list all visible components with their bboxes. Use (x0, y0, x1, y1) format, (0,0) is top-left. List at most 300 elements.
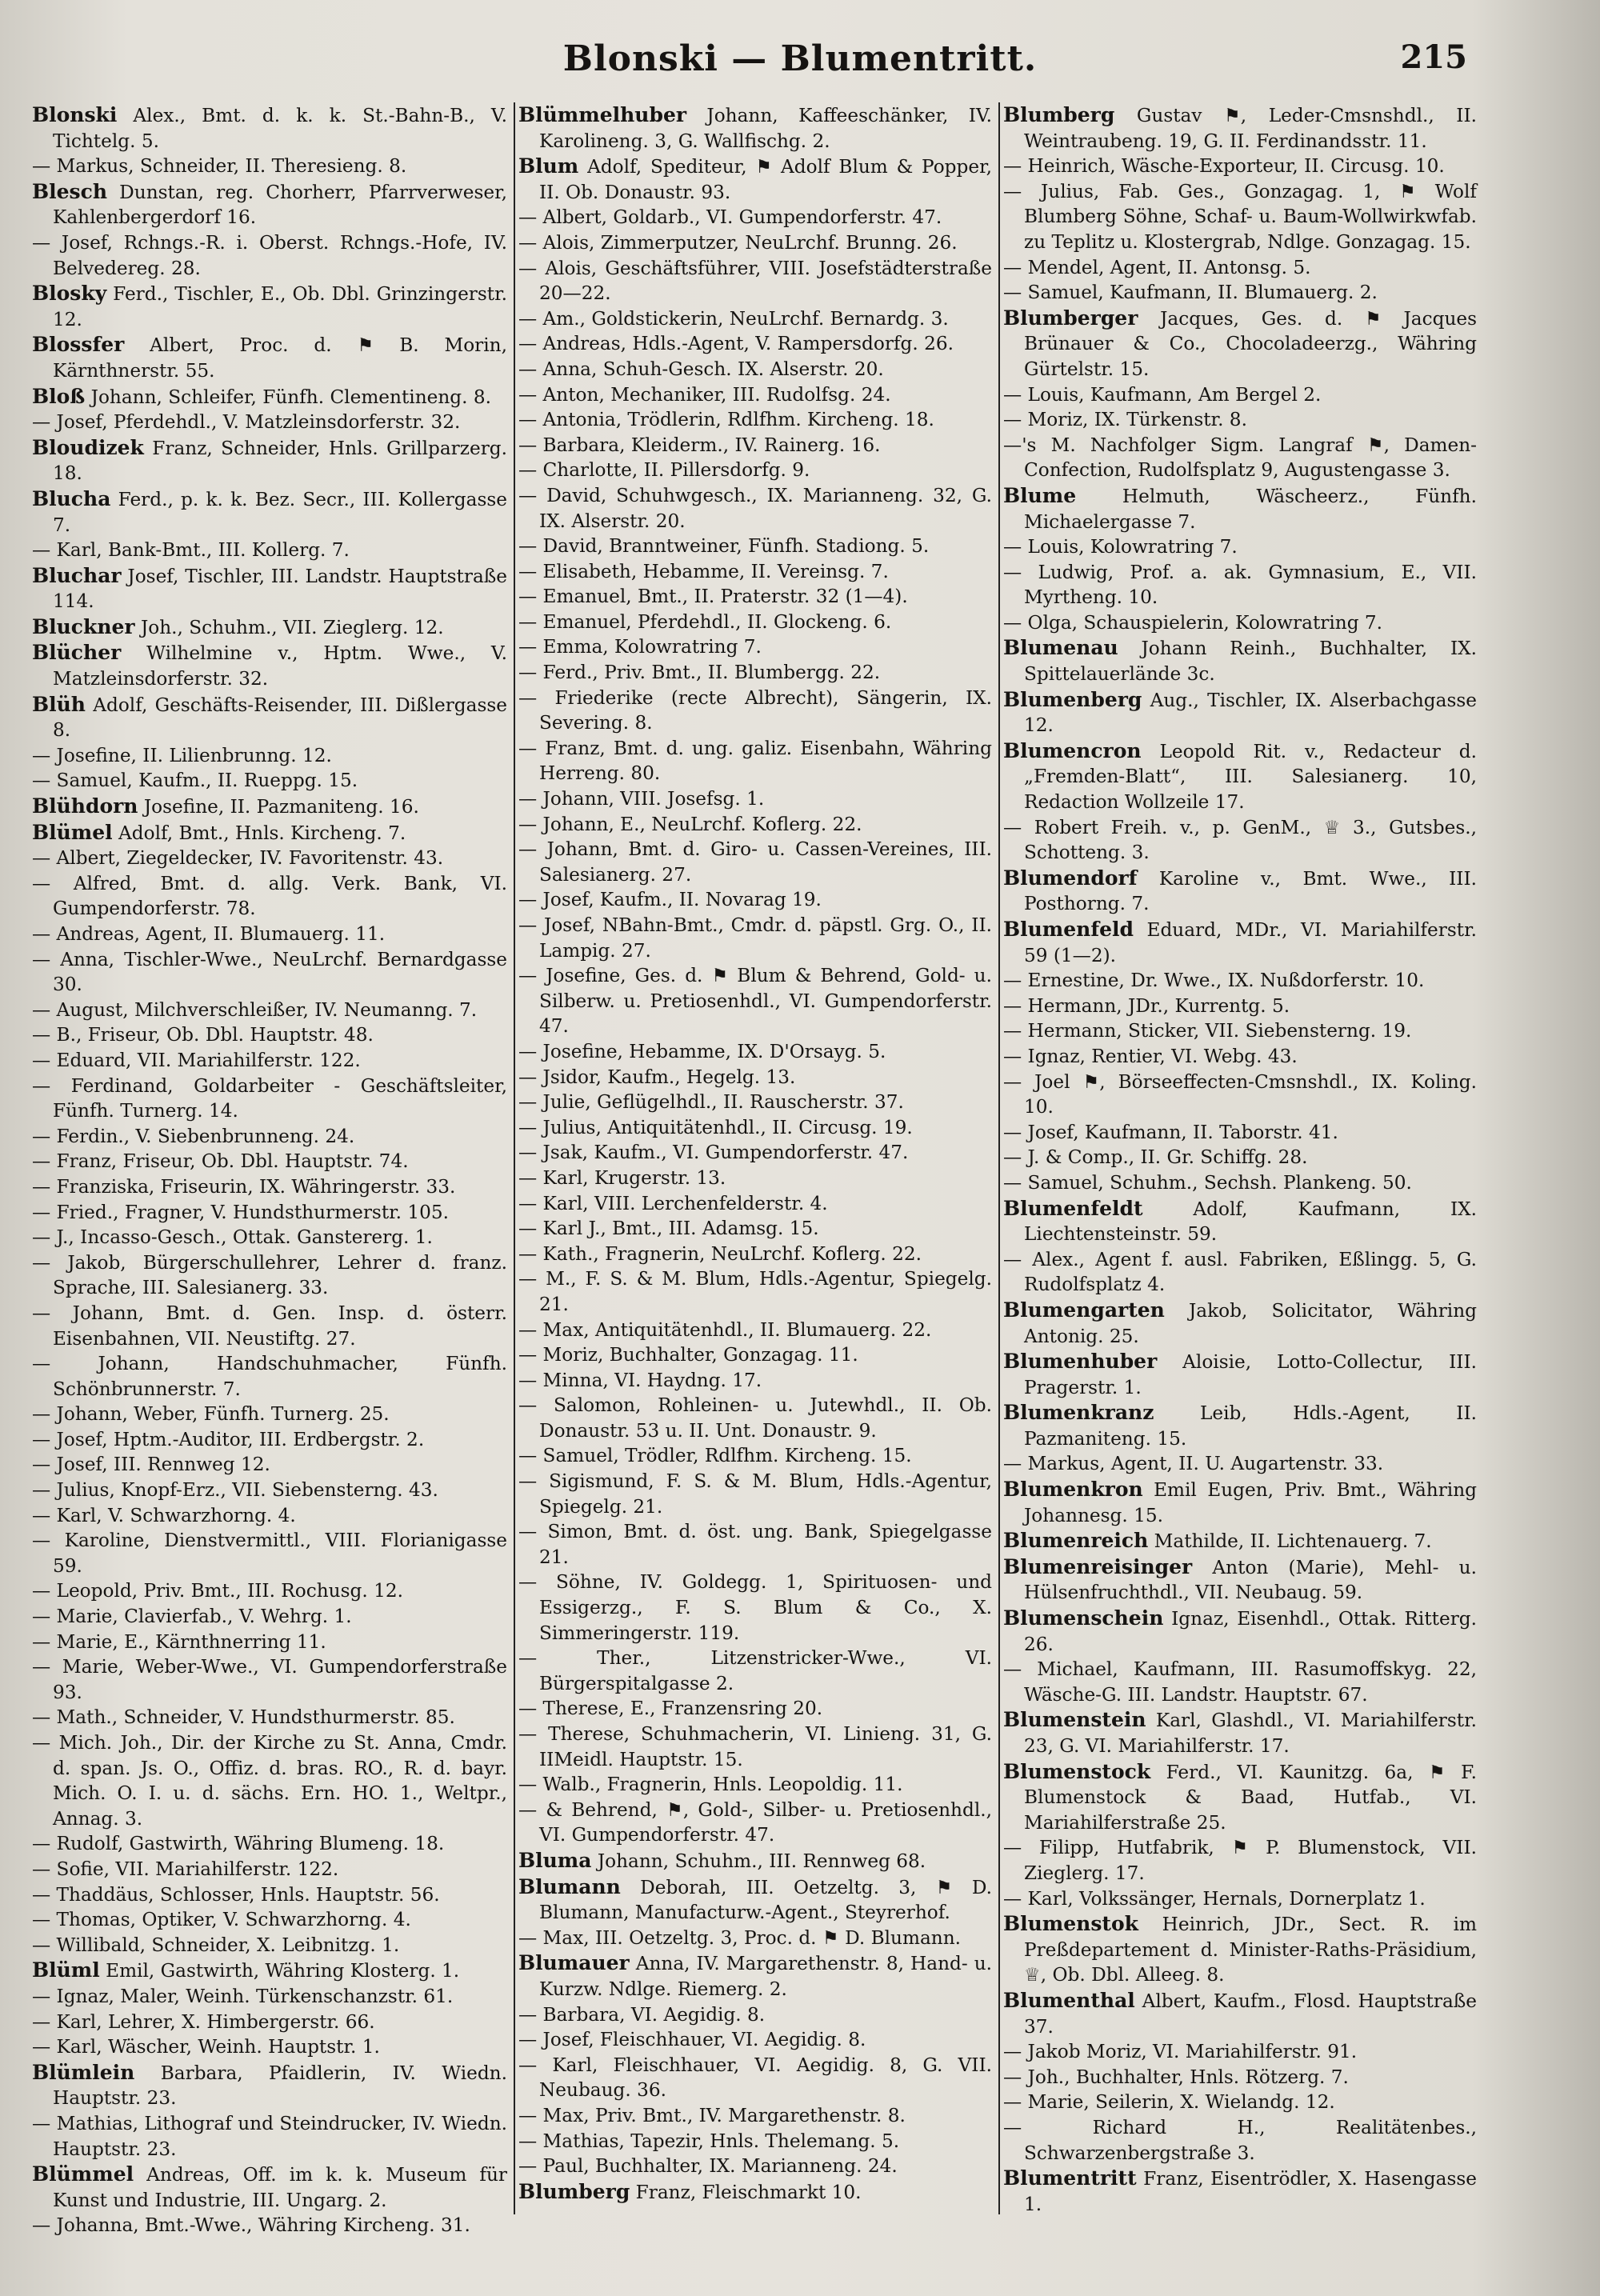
entry-text: — Jsak, Kaufm., VI. Gumpendorferstr. 47. (518, 1142, 909, 1164)
directory-entry (32, 1882, 507, 1908)
directory-entry (1003, 1528, 1477, 1554)
directory-entry (32, 1048, 507, 1074)
entry-text: — Marie, Seilerin, X. Wielandg. 12. (1003, 2091, 1335, 2114)
directory-entry (518, 2129, 992, 2154)
entry-text: Josef, Tischler, III. Landstr. Hauptstraße 114. (53, 565, 507, 613)
directory-entry (518, 306, 992, 332)
entry-text: — Simon, Bmt. d. öst. ung. Bank, Spiegelgasse 21. (518, 1521, 992, 1568)
entry-text: — Mendel, Agent, II. Antonsg. 5. (1003, 256, 1311, 278)
directory-entry (1003, 1477, 1477, 1528)
directory-entry (518, 1115, 992, 1141)
directory-entry (32, 384, 507, 410)
directory-entry (32, 1578, 507, 1604)
entry-text: — B., Friseur, Ob. Dbl. Hauptstr. 48. (32, 1024, 374, 1046)
entry-text: — Anna, Tischler-Wwe., NeuLrchf. Bernardgasse 30. (32, 948, 507, 996)
directory-entry (32, 1604, 507, 1630)
entry-text: Wilhelmine v., Hptm. Wwe., V. Matzleinsdorferstr. 32. (53, 642, 507, 690)
directory-entry (518, 2103, 992, 2129)
entry-text: — Salomon, Rohleinen- u. Jutewhdl., II. Ob. Donaustr. 53 u. II. Unt. Donaustr. 9. (518, 1394, 992, 1442)
entry-text: — Josefine, Ges. d. ⚑ Blum & Behrend, Gold- u. Silberw. u. Pretiosenhdl., VI. Gumpendorferstr. 47. (518, 965, 992, 1038)
directory-entry (518, 154, 992, 205)
directory-entry (32, 1427, 507, 1453)
directory-entry (32, 2162, 507, 2213)
directory-entry (1003, 738, 1477, 815)
entry-surname: Blumenfeldt (1003, 1196, 1143, 1220)
directory-entry (518, 230, 992, 256)
directory-entry (32, 998, 507, 1023)
entry-surname: Blonski (32, 103, 118, 126)
entry-text: Leopold Rit. v., Redacteur d. „Fremden-Blatt“, III. Salesianerg. 10, Redaction Wollzeile 17. (1024, 740, 1477, 814)
directory-entry (1003, 382, 1477, 408)
entry-surname: Blühdorn (32, 794, 138, 818)
directory-entry (518, 1216, 992, 1242)
entry-text: — Charlotte, II. Pillersdorfg. 9. (518, 459, 810, 482)
directory-entry (32, 794, 507, 820)
entry-text: Ferd., Tischler, E., Ob. Dbl. Grinzingerstr. 12. (53, 283, 507, 330)
entry-text: — Moriz, Buchhalter, Gonzagag. 11. (518, 1344, 858, 1366)
directory-entry (32, 1831, 507, 1857)
directory-entry (1003, 280, 1477, 306)
directory-entry (32, 1149, 507, 1174)
directory-entry (1003, 2090, 1477, 2115)
directory-entry (32, 1200, 507, 1226)
directory-entry (518, 1874, 992, 1926)
directory-entry (518, 786, 992, 812)
entry-text: — Josef, NBahn-Bmt., Cmdr. d. päpstl. Grg. O., II. Lampig. 27. (518, 914, 992, 962)
directory-entry (518, 1393, 992, 1443)
directory-entry (32, 743, 507, 769)
directory-entry (1003, 1070, 1477, 1120)
entry-surname: Blumentritt (1003, 2166, 1137, 2190)
entry-text: — Hermann, Sticker, VII. Siebensterng. 19. (1003, 1020, 1412, 1042)
directory-entry (1003, 179, 1477, 255)
entry-text: Adolf, Kaufmann, IX. Liechtensteinstr. 59. (1024, 1198, 1477, 1246)
directory-entry (32, 692, 507, 743)
entry-text: — Franz, Bmt. d. ung. galiz. Eisenbahn, Währing Herreng. 80. (518, 737, 992, 785)
entry-text: Aloisie, Lotto-Collectur, III. Pragerstr. 1. (1024, 1351, 1477, 1398)
entry-text: Ferd., p. k. k. Bez. Secr., III. Kollergasse 7. (53, 488, 507, 536)
entry-text: Johann Reinh., Buchhalter, IX. Spittelauerlände 3c. (1024, 638, 1477, 686)
directory-entry (518, 1798, 992, 1848)
entry-text: — Karl, V. Schwarzhorng. 4. (32, 1504, 296, 1526)
directory-entry (32, 1730, 507, 1831)
entry-text: — Ther., Litzenstricker-Wwe., VI. Bürgerspitalgasse 2. (518, 1647, 992, 1694)
entry-surname: Blumenschein (1003, 1606, 1164, 1630)
directory-entry (1003, 1018, 1477, 1044)
directory-entry (32, 2111, 507, 2162)
entry-text: — Samuel, Schuhm., Sechsh. Plankeng. 50. (1003, 1171, 1412, 1194)
entry-surname: Blumenstock (1003, 1759, 1151, 1783)
entry-text: — Samuel, Trödler, Rdlfhm. Kircheng. 15. (518, 1445, 912, 1467)
directory-entry (518, 634, 992, 660)
directory-entry (32, 1630, 507, 1655)
entry-text: — Emanuel, Bmt., II. Praterstr. 32 (1—4). (518, 586, 908, 608)
directory-entry (1003, 560, 1477, 610)
entry-text: Joh., Schuhm., VII. Zieglerg. 12. (134, 616, 444, 638)
directory-entry (32, 1174, 507, 1200)
entry-text: — Jsidor, Kaufm., Hegelg. 13. (518, 1066, 796, 1088)
entry-surname: Blumenkron (1003, 1478, 1143, 1502)
directory-entry (1003, 1247, 1477, 1298)
entry-text: — Ernestine, Dr. Wwe., IX. Nußdorferstr. 10. (1003, 970, 1425, 992)
directory-entry (518, 559, 992, 585)
entry-text: Albert, Kaufm., Flosd. Hauptstraße 37. (1024, 1990, 1477, 2038)
directory-entry (1003, 1170, 1477, 1196)
entry-text: — Josef, Hptm.-Auditor, III. Erdbergstr. 2. (32, 1428, 425, 1450)
directory-entry (518, 1950, 992, 2002)
entry-text: — Paul, Buchhalter, IX. Marianneng. 24. (518, 2155, 898, 2178)
directory-entry (32, 871, 507, 922)
column-left (29, 102, 514, 2237)
column-right (998, 102, 1483, 2214)
directory-entry (1003, 534, 1477, 560)
directory-entry (1003, 1835, 1477, 1886)
directory-entry (32, 2010, 507, 2035)
entry-surname: Blumengarten (1003, 1298, 1165, 1322)
directory-entry (1003, 1707, 1477, 1758)
directory-entry (518, 1166, 992, 1191)
entry-text: — Marie, Weber-Wwe., VI. Gumpendorferstraße 93. (32, 1656, 507, 1703)
entry-text: — Josef, Fleischhauer, VI. Aegidig. 8. (518, 2029, 866, 2051)
entry-text: — Josef, Pferdehdl., V. Matzleinsdorferstr. 32. (32, 411, 461, 434)
directory-entry (1003, 1298, 1477, 1349)
directory-entry (32, 1301, 507, 1351)
entry-text: — Johann, E., NeuLrchf. Koflerg. 22. (518, 813, 862, 835)
entry-text: Emil Eugen, Priv. Bmt., Währing Johannesg. 15. (1024, 1479, 1477, 1526)
entry-text: — Friederike (recte Albrecht), Sängerin, IX. Severing. 8. (518, 686, 992, 734)
entry-text: — Karl, Lehrer, X. Himbergerstr. 66. (32, 2010, 375, 2033)
entry-text: — David, Schuhwgesch., IX. Marianneng. 32, G. IX. Alserstr. 20. (518, 484, 992, 532)
entry-text: — Mathias, Tapezir, Hnls. Thelemang. 5. (518, 2130, 900, 2152)
directory-entry (1003, 2065, 1477, 2090)
entry-text: Johann, Kaffeeschänker, IV. Karolineng. 3, G. Wallfischg. 2. (539, 105, 992, 152)
entry-text: — Jakob, Bürgerschullehrer, Lehrer d. franz. Sprache, III. Salesianerg. 33. (32, 1251, 507, 1299)
entry-text: — Walb., Fragnerin, Hnls. Leopoldig. 11. (518, 1774, 903, 1796)
entry-text: — & Behrend, ⚑, Gold-, Silber- u. Pretiosenhdl., VI. Gumpendorferstr. 47. (518, 1798, 992, 1846)
entry-text: — Ferd., Priv. Bmt., II. Blumbergg. 22. (518, 662, 881, 684)
directory-entry (518, 1570, 992, 1646)
directory-entry (1003, 255, 1477, 281)
directory-entry (518, 610, 992, 635)
directory-entry (518, 1090, 992, 1115)
entry-surname: Blossfer (32, 333, 125, 357)
entry-text: — Leopold, Priv. Bmt., III. Rochusg. 12. (32, 1580, 403, 1602)
directory-entry (1003, 1886, 1477, 1912)
entry-text: — Math., Schneider, V. Hundsthurmerstr. 85. (32, 1706, 455, 1729)
directory-entry (32, 614, 507, 641)
entry-text: Johann, Schleifer, Fünfh. Clementineng. 8. (85, 386, 491, 408)
entry-text: — Rudolf, Gastwirth, Währing Blumeng. 18. (32, 1833, 445, 1855)
directory-entry (1003, 994, 1477, 1019)
entry-text: Anna, IV. Margarethenstr. 8, Hand- u. Kurzw. Ndlge. Riemerg. 2. (539, 1953, 992, 2000)
entry-text: — Alois, Zimmerputzer, NeuLrchf. Brunng. 26. (518, 231, 958, 254)
directory-entry (1003, 917, 1477, 968)
directory-entry (32, 1351, 507, 1402)
directory-entry (1003, 102, 1477, 154)
entry-text: — Mathias, Lithograf und Steindrucker, IV. Wiedn. Hauptstr. 23. (32, 2112, 507, 2160)
entry-text: — Julius, Antiquitätenhdl., II. Circusg. 19. (518, 1116, 913, 1138)
entry-text: — Am., Goldstickerin, NeuLrchf. Bernardg. 3. (518, 307, 949, 330)
directory-entry (32, 435, 507, 486)
entry-text: Ferd., VI. Kaunitzg. 6a, ⚑ F. Blumenstock & Baad, Hutfab., VI. Mariahilferstraße 25. (1024, 1761, 1477, 1834)
entry-text: — Johann, Bmt. d. Gen. Insp. d. österr. Eisenbahnen, VII. Neustiftg. 27. (32, 1302, 507, 1350)
directory-entry (518, 2179, 992, 2206)
entry-text: Albert, Proc. d. ⚑ B. Morin, Kärnthnerstr. 55. (53, 334, 507, 382)
directory-entry (518, 887, 992, 913)
directory-entry (518, 812, 992, 838)
directory-entry (32, 1478, 507, 1503)
entry-text: — Jakob Moriz, VI. Mariahilferstr. 91. (1003, 2041, 1358, 2063)
entry-text: — Anton, Mechaniker, III. Rudolfsg. 24. (518, 383, 891, 406)
directory-entry (1003, 154, 1477, 179)
entry-surname: Blumenberg (1003, 687, 1142, 711)
directory-entry (518, 1266, 992, 1317)
directory-entry (518, 1469, 992, 1519)
entry-text: — Josef, Kaufmann, II. Taborstr. 41. (1003, 1121, 1338, 1143)
entry-text: — Robert Freih. v., p. GenM., ♕ 3., Gutsbes., Schotteng. 3. (1003, 816, 1477, 864)
page-number: 215 (1400, 38, 1467, 76)
entry-text: — Franz, Friseur, Ob. Dbl. Hauptstr. 74. (32, 1150, 409, 1173)
entry-text: — Julius, Fab. Ges., Gonzagag. 1, ⚑ Wolf Blumberg Söhne, Schaf- u. Baum-Wollwirkwfab. zu Teplitz u. Klostergrab, Ndlge. Gonzagag. 15. (1003, 180, 1477, 253)
directory-entry (1003, 433, 1477, 483)
directory-entry (1003, 1911, 1477, 1988)
directory-entry (518, 1519, 992, 1570)
entry-text: — Karl, Krugerstr. 13. (518, 1166, 726, 1189)
entry-surname: Blucha (32, 486, 111, 510)
directory-entry (518, 382, 992, 408)
directory-entry (32, 768, 507, 794)
directory-entry (518, 1342, 992, 1368)
directory-entry (32, 563, 507, 614)
directory-entry (518, 2053, 992, 2103)
page-header (0, 38, 1600, 86)
entry-text: — Albert, Goldarb., VI. Gumpendorferstr. 47. (518, 206, 942, 229)
entry-text: Ignaz, Eisenhdl., Ottak. Ritterg. 26. (1024, 1608, 1477, 1655)
entry-text: — Karl, VIII. Lerchenfelderstr. 4. (518, 1192, 828, 1214)
directory-entry (32, 2213, 507, 2238)
entry-text: — Marie, E., Kärnthnerring 11. (32, 1630, 326, 1653)
entry-text: — Johanna, Bmt.-Wwe., Währing Kircheng. 31. (32, 2214, 470, 2237)
entry-text: — Marie, Clavierfab., V. Wehrg. 1. (32, 1606, 352, 1628)
entry-text: — Karl, Volkssänger, Hernals, Dornerplatz 1. (1003, 1887, 1426, 1910)
directory-entry (32, 1503, 507, 1529)
entry-surname: Bloß (32, 384, 86, 408)
directory-entry (518, 1646, 992, 1696)
entry-surname: Blumenkranz (1003, 1401, 1154, 1425)
directory-entry (32, 640, 507, 691)
entry-surname: Blüh (32, 692, 86, 716)
directory-entry (518, 357, 992, 382)
entry-text: — Max, Priv. Bmt., IV. Margarethenstr. 8. (518, 2104, 906, 2126)
column-middle (514, 102, 998, 2214)
page-title: Blonski — Blumentritt. (562, 38, 1038, 79)
directory-entry (32, 538, 507, 563)
entry-text: Andreas, Off. im k. k. Museum für Kunst und Industrie, III. Ungarg. 2. (53, 2164, 507, 2211)
entry-text: — Thaddäus, Schlosser, Hnls. Hauptstr. 56. (32, 1883, 440, 1906)
entry-text: — Ignaz, Maler, Weinh. Türkenschanzstr. 61. (32, 1985, 454, 2007)
entry-text: Adolf, Bmt., Hnls. Kircheng. 7. (112, 822, 406, 844)
entry-surname: Blumenstein (1003, 1708, 1146, 1732)
directory-entry (32, 2034, 507, 2060)
directory-entry (1003, 306, 1477, 382)
directory-entry (518, 837, 992, 887)
directory-entry (32, 1654, 507, 1705)
directory-entry (518, 1696, 992, 1722)
directory-entry (518, 1140, 992, 1166)
directory-entry (518, 1772, 992, 1798)
directory-entry (518, 256, 992, 306)
directory-entry (518, 1039, 992, 1065)
directory-entry (32, 230, 507, 281)
entry-text: — Anna, Schuh-Gesch. IX. Alserstr. 20. (518, 358, 884, 380)
directory-entry (518, 2027, 992, 2053)
entry-text: Helmuth, Wäscheerz., Fünfh. Michaelergasse 7. (1024, 485, 1477, 533)
entry-text: Franz, Fleischmarkt 10. (630, 2181, 862, 2203)
entry-text: Franz, Eisentrödler, X. Hasengasse 1. (1024, 2168, 1477, 2215)
directory-entry (1003, 1196, 1477, 1247)
directory-entry (518, 1318, 992, 1343)
entry-text: Eduard, MDr., VI. Mariahilferstr. 59 (1—2). (1024, 919, 1477, 966)
entry-text: — J., Incasso-Gesch., Ottak. Ganstererg. 1. (32, 1226, 433, 1249)
entry-text: — Josefine, Hebamme, IX. D'Orsayg. 5. (518, 1040, 886, 1062)
entry-text: — Elisabeth, Hebamme, II. Vereinsg. 7. (518, 560, 889, 582)
entry-text: — Kath., Fragnerin, NeuLrchf. Koflerg. 22. (518, 1242, 922, 1265)
entry-text: — Eduard, VII. Mariahilferstr. 122. (32, 1049, 361, 1071)
entry-text: — Fried., Fragner, V. Hundsthurmerstr. 105. (32, 1201, 450, 1223)
entry-text: — M., F. S. & M. Blum, Hdls.-Agentur, Spiegelg. 21. (518, 1268, 992, 1315)
entry-text: — Johann, Weber, Fünfh. Turnerg. 25. (32, 1403, 390, 1426)
entry-surname: Bluchar (32, 563, 122, 587)
directory-entry (1003, 1349, 1477, 1400)
directory-entry (32, 1250, 507, 1301)
directory-entry (1003, 2039, 1477, 2065)
entry-text: Anton (Marie), Mehl- u. Hülsenfruchthdl., VII. Neubaug. 59. (1024, 1556, 1477, 1604)
directory-entry (1003, 1554, 1477, 1606)
directory-entry (32, 922, 507, 947)
entry-text: Heinrich, JDr., Sect. R. im Preßdepartement d. Minister-Raths-Präsidium, ♕, Ob. Dbl. Alleeg. 8. (1024, 1914, 1477, 1986)
directory-entry (518, 407, 992, 433)
entry-text: Dunstan, reg. Chorherr, Pfarrverweser, Kahlenbergerdorf 16. (53, 181, 507, 229)
directory-entry (518, 584, 992, 610)
directory-entry (32, 179, 507, 230)
entry-text: Aug., Tischler, IX. Alserbachgasse 12. (1024, 689, 1477, 737)
directory-entry (518, 1848, 992, 1874)
entry-text: — Alfred, Bmt. d. allg. Verk. Bank, VI. Gumpendorferstr. 78. (32, 872, 507, 920)
entry-text: — Louis, Kolowratring 7. (1003, 536, 1238, 558)
directory-entry (1003, 1044, 1477, 1070)
directory-entry (32, 846, 507, 871)
directory-entry (1003, 407, 1477, 433)
entry-text: — Richard H., Realitätenbes., Schwarzenbergstraße 3. (1003, 2116, 1477, 2164)
directory-entry (518, 2154, 992, 2179)
directory-entry (1003, 483, 1477, 534)
directory-entry (1003, 635, 1477, 686)
entry-surname: Blumencron (1003, 738, 1142, 762)
entry-surname: Blumberger (1003, 306, 1138, 330)
entry-text: — Moriz, IX. Türkenstr. 8. (1003, 409, 1247, 431)
directory-entry (32, 1984, 507, 2010)
entry-text: — Thomas, Optiker, V. Schwarzhorng. 4. (32, 1909, 411, 1931)
directory-entry (518, 205, 992, 230)
directory-entry (32, 486, 507, 538)
entry-text: — Karl, Wäscher, Weinh. Hauptstr. 1. (32, 2036, 380, 2058)
directory-entry (1003, 1988, 1477, 2039)
directory-entry (518, 331, 992, 357)
entry-text: — Max, Antiquitätenhdl., II. Blumauerg. 22. (518, 1318, 932, 1341)
directory-entry (518, 1242, 992, 1267)
entry-surname: Blumenreisinger (1003, 1554, 1193, 1578)
entry-text: — Emanuel, Pferdehdl., II. Glockeng. 6. (518, 610, 892, 633)
entry-text: Johann, Schuhm., III. Rennweg 68. (591, 1850, 926, 1872)
entry-text: Emil, Gastwirth, Währing Klosterg. 1. (99, 1960, 460, 1982)
directory-entry (518, 963, 992, 1039)
entry-surname: Bluma (518, 1848, 592, 1872)
directory-entry (32, 947, 507, 998)
directory-entry (518, 1443, 992, 1469)
directory-entry (518, 1722, 992, 1772)
entry-text: — Josef, Kaufm., II. Novarag 19. (518, 889, 822, 911)
entry-text: — Karoline, Dienstvermittl., VIII. Florianigasse 59. (32, 1530, 507, 1577)
entry-text: — Söhne, IV. Goldegg. 1, Spirituosen- und Essigerzg., F. S. Blum & Co., X. Simmeringerstr. 119. (518, 1571, 992, 1644)
directory-entry (518, 913, 992, 963)
entry-text: — Filipp, Hutfabrik, ⚑ P. Blumenstock, VII. Zieglerg. 17. (1003, 1837, 1477, 1884)
entry-surname: Blumenstok (1003, 1912, 1138, 1936)
entry-text: — Alex., Agent f. ausl. Fabriken, Eßlingg. 5, G. Rudolfsplatz 4. (1003, 1248, 1477, 1296)
entry-text: Adolf, Spediteur, ⚑ Adolf Blum & Popper, II. Ob. Donaustr. 93. (539, 156, 992, 203)
directory-entry (518, 433, 992, 458)
entry-text: — Julius, Knopf-Erz., VII. Siebensterng. 43. (32, 1479, 438, 1502)
entry-text: — Karl J., Bmt., III. Adamsg. 15. (518, 1218, 819, 1240)
entry-text: Jakob, Solicitator, Währing Antonig. 25. (1024, 1299, 1477, 1347)
directory-entry (32, 1958, 507, 1984)
entry-text: — Sigismund, F. S. & M. Blum, Hdls.-Agentur, Spiegelg. 21. (518, 1470, 992, 1518)
entry-surname: Blesch (32, 179, 108, 203)
entry-text: — Antonia, Trödlerin, Rdlfhm. Kircheng. 18. (518, 409, 934, 431)
entry-surname: Blümmelhuber (518, 103, 687, 126)
directory-entry (1003, 1145, 1477, 1170)
directory-entry (518, 1191, 992, 1217)
entry-text: — Alois, Geschäftsführer, VIII. Josefstädterstraße 20—22. (518, 257, 992, 305)
directory-entry (32, 1705, 507, 1730)
entry-text: — Julie, Geflügelhdl., II. Rauscherstr. 37. (518, 1091, 904, 1114)
directory-entry (32, 1022, 507, 1048)
directory-entry (518, 1926, 992, 1951)
directory-entry (32, 1074, 507, 1124)
entry-text: — Franziska, Friseurin, IX. Währingerstr. 33. (32, 1175, 456, 1198)
entry-text: — Albert, Ziegeldecker, IV. Favoritenstr. 43. (32, 847, 444, 870)
entry-text: — Therese, Schuhmacherin, VI. Linieng. 31, G. IIMeidl. Hauptstr. 15. (518, 1723, 992, 1770)
entry-text: Deborah, III. Oetzeltg. 3, ⚑ D. Blumann, Manufacturw.-Agent., Steyrerhof. (539, 1876, 992, 1924)
entry-text: Alex., Bmt. d. k. k. St.-Bahn-B., V. Tichtelg. 5. (53, 105, 507, 152)
directory-entry (1003, 866, 1477, 917)
entry-text: — Ferdinand, Goldarbeiter - Geschäftsleiter, Fünfh. Turnerg. 14. (32, 1074, 507, 1122)
entry-text: — Barbara, Kleiderm., IV. Rainerg. 16. (518, 434, 881, 456)
directory-entry (32, 820, 507, 846)
entry-surname: Blume (1003, 483, 1077, 507)
entry-text: — Karl, Bank-Bmt., III. Kollerg. 7. (32, 539, 350, 562)
entry-text: —'s M. Nachfolger Sigm. Langraf ⚑, Damen-Confection, Rudolfsplatz 9, Augustengasse 3. (1003, 434, 1477, 482)
directory-entry (32, 1907, 507, 1933)
directory-entry (1003, 1120, 1477, 1146)
directory-entry (518, 736, 992, 786)
entry-surname: Blumenhuber (1003, 1350, 1158, 1374)
entry-text: — Barbara, VI. Aegidig. 8. (518, 2003, 766, 2026)
directory-entry (518, 686, 992, 736)
entry-text: — Johann, Handschuhmacher, Fünfh. Schönbrunnerstr. 7. (32, 1353, 507, 1400)
entry-text: — Johann, VIII. Josefsg. 1. (518, 788, 765, 810)
directory-entry (32, 1528, 507, 1578)
entry-text: Karl, Glashdl., VI. Mariahilferstr. 23, G. VI. Mariahilferstr. 17. (1024, 1710, 1477, 1757)
